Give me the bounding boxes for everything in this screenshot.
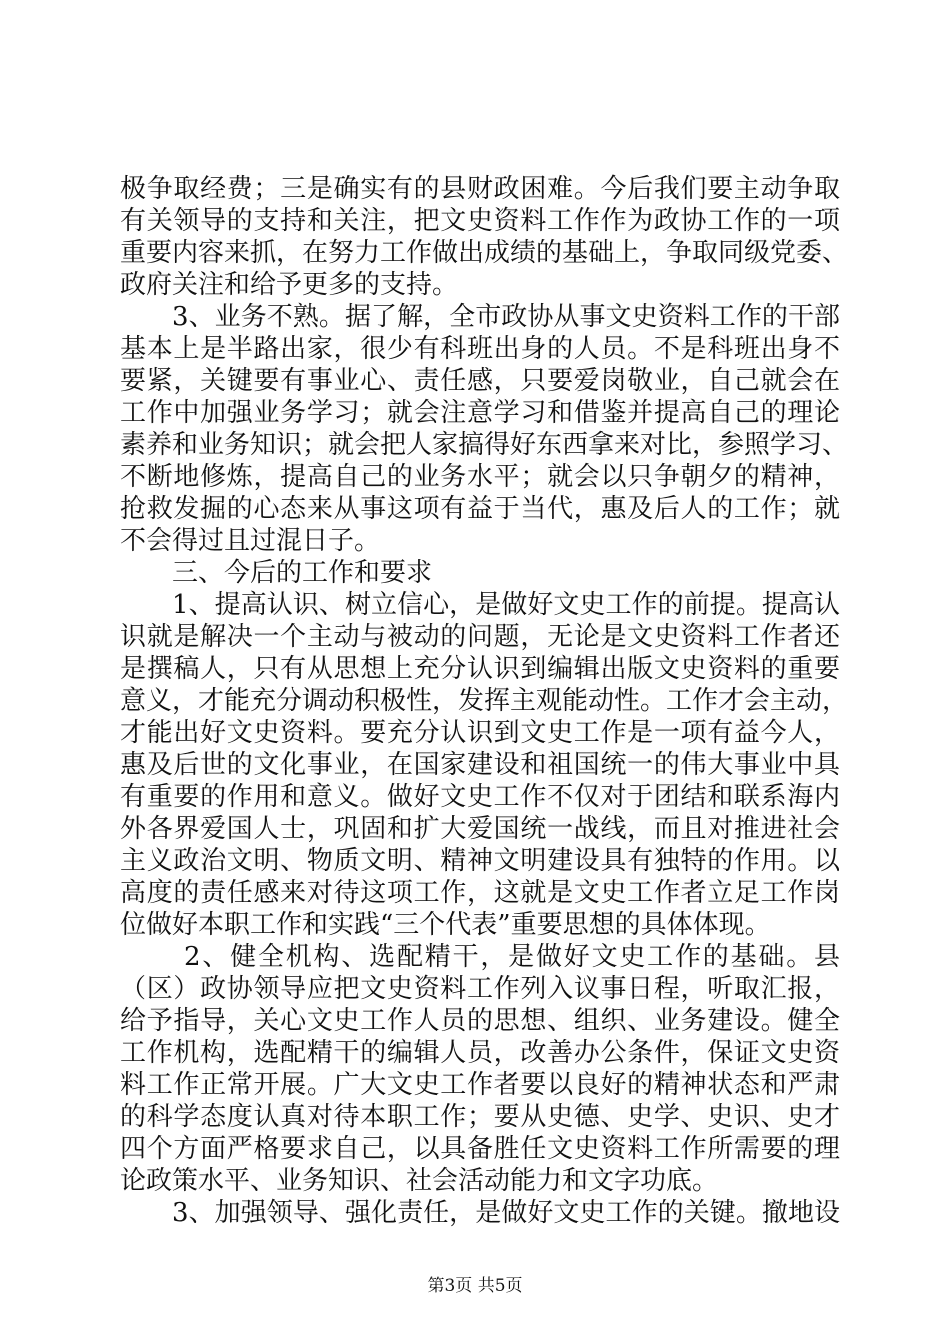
body-text <box>120 173 849 1229</box>
text-line: 素养和业务知识；就会把人家搞得好东西拿来对比，参照学习、 <box>120 430 849 460</box>
text-line: 2、健全机构、选配精干，是做好文史工作的基础。县 <box>184 942 840 972</box>
text-line: 四个方面严格要求自己，以具备胜任文史资料工作所需要的理 <box>120 1134 840 1164</box>
text-line: 要紧，关键要有事业心、责任感，只要爱岗敬业，自己就会在 <box>120 366 840 396</box>
text-line: 抢救发掘的心态来从事这项有益于当代，惠及后人的工作；就 <box>120 494 840 524</box>
text-line: 三、今后的工作和要求 <box>172 558 433 588</box>
text-line: 料工作正常开展。广大文史工作者要以良好的精神状态和严肃 <box>120 1070 840 1100</box>
text-line: 给予指导，关心文史工作人员的思想、组织、业务建设。健全 <box>120 1006 840 1036</box>
text-line: 意义，才能充分调动积极性，发挥主观能动性。工作才会主动， <box>120 686 849 716</box>
text-line: 高度的责任感来对待这项工作，这就是文史工作者立足工作岗 <box>120 878 840 908</box>
text-line: 3、加强领导、强化责任，是做好文史工作的关键。撤地设 <box>172 1198 840 1228</box>
text-line: 工作机构，选配精干的编辑人员，改善办公条件，保证文史资 <box>120 1038 840 1068</box>
text-line: 不断地修炼，提高自己的业务水平；就会以只争朝夕的精神， <box>120 462 840 492</box>
text-line: 是撰稿人，只有从思想上充分认识到编辑出版文史资料的重要 <box>120 654 840 684</box>
text-line: 的科学态度认真对待本职工作；要从史德、史学、史识、史才 <box>120 1102 840 1132</box>
text-line: 有关领导的支持和关注，把文史资料工作作为政协工作的一项 <box>120 206 840 236</box>
text-line: 识就是解决一个主动与被动的问题，无论是文史资料工作者还 <box>120 622 840 652</box>
text-line: 政府关注和给予更多的支持。 <box>120 270 459 300</box>
text-line: 才能出好文史资料。要充分认识到文史工作是一项有益今人， <box>120 718 840 748</box>
text-line: 极争取经费；三是确实有的县财政困难。今后我们要主动争取 <box>120 174 840 204</box>
text-line: 基本上是半路出家，很少有科班出身的人员。不是科班出身不 <box>120 334 840 364</box>
page-footer: 第3页 共5页 <box>427 1276 523 1296</box>
text-line: 不会得过且过混日子。 <box>120 526 381 556</box>
text-line: 外各界爱国人士，巩固和扩大爱国统一战线，而且对推进社会 <box>120 814 840 844</box>
text-line: 3、业务不熟。据了解，全市政协从事文史资料工作的干部 <box>172 302 840 332</box>
text-line: 主义政治文明、物质文明、精神文明建设具有独特的作用。以 <box>120 846 840 876</box>
text-line: 工作中加强业务学习；就会注意学习和借鉴并提高自己的理论 <box>120 398 840 428</box>
text-line: 惠及后世的文化事业，在国家建设和祖国统一的伟大事业中具 <box>120 750 840 780</box>
text-line: 有重要的作用和意义。做好文史工作不仅对于团结和联系海内 <box>120 782 840 812</box>
text-line: （区）政协领导应把文史资料工作列入议事日程，听取汇报， <box>120 974 840 1004</box>
text-line: 论政策水平、业务知识、社会活动能力和文字功底。 <box>120 1166 719 1196</box>
text-line: 1、提高认识、树立信心，是做好文史工作的前提。提高认 <box>172 590 840 620</box>
text-line: 位做好本职工作和实践“三个代表”重要思想的具体体现。 <box>120 910 771 940</box>
text-line: 重要内容来抓，在努力工作做出成绩的基础上，争取同级党委、 <box>120 238 849 268</box>
